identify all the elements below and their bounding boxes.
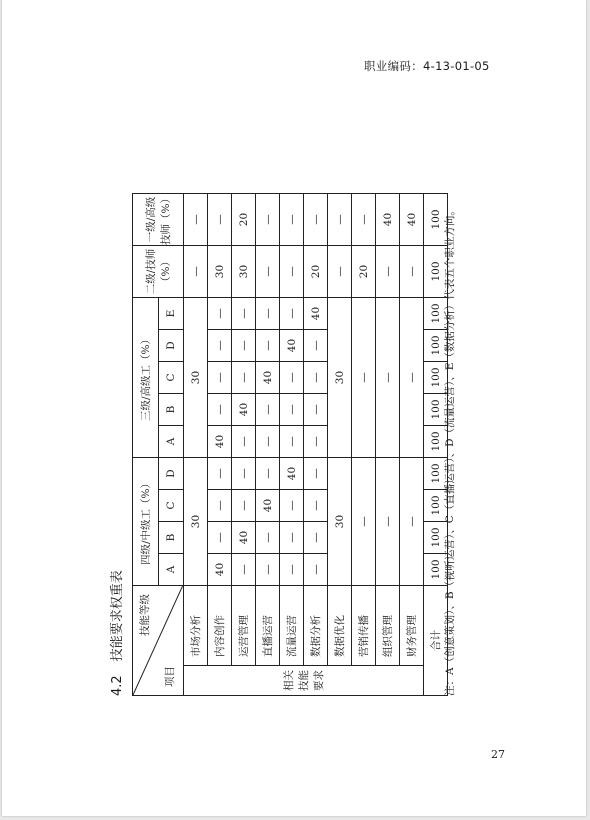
sub-header-cell: C	[158, 362, 184, 394]
value-cell: —	[256, 554, 280, 586]
sub-header-cell: E	[158, 298, 184, 330]
row-label: 组织管理	[376, 586, 400, 666]
value-cell: 40	[208, 554, 232, 586]
table-row	[352, 194, 376, 696]
value-cell: —	[256, 458, 280, 490]
value-cell: 20	[232, 194, 256, 246]
value-cell: 30	[328, 298, 352, 458]
value-cell: —	[328, 194, 352, 246]
value-cell: 30	[184, 298, 208, 458]
row-label: 营销传播	[352, 586, 376, 666]
value-cell: —	[208, 298, 232, 330]
document-page	[2, 0, 586, 816]
value-cell: —	[304, 194, 328, 246]
table-row	[304, 194, 328, 696]
value-cell: —	[256, 298, 280, 330]
value-cell: —	[208, 458, 232, 490]
table-row	[376, 194, 400, 696]
value-cell: —	[208, 522, 232, 554]
value-cell: —	[304, 554, 328, 586]
value-cell: 40	[256, 490, 280, 522]
row-label: 市场分析	[184, 586, 208, 666]
total-cell: 100	[424, 490, 448, 522]
sub-header-cell: B	[158, 522, 184, 554]
row-label: 财务管理	[400, 586, 424, 666]
value-cell: 30	[184, 458, 208, 586]
value-cell: —	[352, 298, 376, 458]
value-cell: —	[304, 458, 328, 490]
value-cell: —	[280, 298, 304, 330]
value-cell: —	[208, 394, 232, 426]
corner-top-label: 技能等级	[139, 594, 151, 636]
value-cell: —	[280, 362, 304, 394]
value-cell: —	[352, 194, 376, 246]
group-label-cell: 相关技能要求	[184, 666, 424, 696]
value-cell: —	[280, 522, 304, 554]
page-number: 27	[491, 748, 505, 761]
section-title	[106, 556, 125, 696]
row-label: 数据优化	[328, 586, 352, 666]
row-label: 流量运营	[280, 586, 304, 666]
value-cell: —	[304, 394, 328, 426]
value-cell: 40	[304, 298, 328, 330]
value-cell: —	[184, 246, 208, 298]
section-title-text: 技能要求权重表	[110, 570, 125, 662]
value-cell: 30	[328, 458, 352, 586]
value-cell: —	[280, 426, 304, 458]
value-cell: —	[256, 394, 280, 426]
value-cell: —	[232, 298, 256, 330]
table-row	[328, 194, 352, 696]
value-cell: —	[352, 458, 376, 586]
value-cell: —	[232, 362, 256, 394]
value-cell: —	[304, 522, 328, 554]
value-cell: 40	[280, 330, 304, 362]
total-cell: 100	[424, 394, 448, 426]
value-cell: —	[256, 426, 280, 458]
value-cell: —	[304, 490, 328, 522]
value-cell: —	[256, 194, 280, 246]
total-cell: 100	[424, 330, 448, 362]
value-cell: —	[208, 362, 232, 394]
table-note: 注：A（创意策划）、B（视听运营）、C（直播运营）、D（流量运营）、E（数据分析）代表五个职业方向。	[444, 205, 456, 696]
value-cell: —	[280, 554, 304, 586]
section-number: 4.2	[110, 675, 125, 696]
col-group-header: 二级/技师（%）	[133, 246, 184, 298]
table-row	[232, 194, 256, 696]
sub-header-cell: C	[158, 490, 184, 522]
value-cell: —	[208, 490, 232, 522]
value-cell: —	[400, 246, 424, 298]
value-cell: —	[376, 458, 400, 586]
value-cell: —	[184, 194, 208, 246]
value-cell: —	[256, 522, 280, 554]
value-cell: 30	[208, 246, 232, 298]
total-cell: 100	[424, 458, 448, 490]
value-cell: —	[376, 298, 400, 458]
value-cell: —	[304, 426, 328, 458]
col-group-header: 一级/高级技师（%）	[133, 194, 184, 246]
row-label: 直播运营	[256, 586, 280, 666]
value-cell: 40	[232, 522, 256, 554]
value-cell: 40	[256, 362, 280, 394]
total-cell: 100	[424, 362, 448, 394]
table-row	[256, 194, 280, 696]
value-cell: —	[232, 554, 256, 586]
total-cell: 100	[424, 194, 448, 246]
row-label: 运营管理	[232, 586, 256, 666]
value-cell: 40	[208, 426, 232, 458]
sub-header-cell: B	[158, 394, 184, 426]
row-label: 数据分析	[304, 586, 328, 666]
value-cell: —	[304, 330, 328, 362]
rotated-content	[106, 56, 480, 696]
value-cell: —	[400, 298, 424, 458]
weight-table	[132, 193, 448, 696]
total-cell: 100	[424, 522, 448, 554]
header-row	[133, 194, 159, 696]
value-cell: —	[232, 490, 256, 522]
value-cell: 40	[280, 458, 304, 490]
value-cell: —	[280, 394, 304, 426]
corner-cell	[133, 586, 184, 696]
total-cell: 100	[424, 554, 448, 586]
table-row	[208, 194, 232, 696]
value-cell: 20	[304, 246, 328, 298]
total-cell: 100	[424, 298, 448, 330]
row-label: 内容创作	[208, 586, 232, 666]
sub-header-cell: D	[158, 330, 184, 362]
value-cell: —	[208, 330, 232, 362]
value-cell: —	[280, 194, 304, 246]
value-cell: —	[232, 458, 256, 490]
value-cell: —	[232, 426, 256, 458]
value-cell: —	[280, 246, 304, 298]
table-row	[400, 194, 424, 696]
value-cell: —	[400, 458, 424, 586]
value-cell: —	[328, 246, 352, 298]
sub-header-cell: A	[158, 554, 184, 586]
value-cell: —	[280, 490, 304, 522]
value-cell: 40	[400, 194, 424, 246]
col-group-header: 四级/中级工（%）	[133, 458, 159, 586]
total-cell: 100	[424, 426, 448, 458]
value-cell: —	[376, 246, 400, 298]
occupation-code: 职业编码：4-13-01-05	[364, 59, 490, 73]
total-cell: 100	[424, 246, 448, 298]
value-cell: 30	[232, 246, 256, 298]
total-label: 合计	[424, 586, 448, 696]
value-cell: —	[208, 194, 232, 246]
value-cell: 40	[232, 394, 256, 426]
value-cell: 20	[352, 246, 376, 298]
value-cell: 40	[376, 194, 400, 246]
value-cell: —	[256, 330, 280, 362]
sub-header-cell: D	[158, 458, 184, 490]
table-row	[280, 194, 304, 696]
value-cell: —	[232, 330, 256, 362]
corner-bottom-label: 项目	[164, 666, 176, 687]
value-cell: —	[304, 362, 328, 394]
value-cell: —	[256, 246, 280, 298]
col-group-header: 三级/高级工（%）	[133, 298, 159, 458]
sub-header-cell: A	[158, 426, 184, 458]
table-row	[184, 194, 208, 696]
